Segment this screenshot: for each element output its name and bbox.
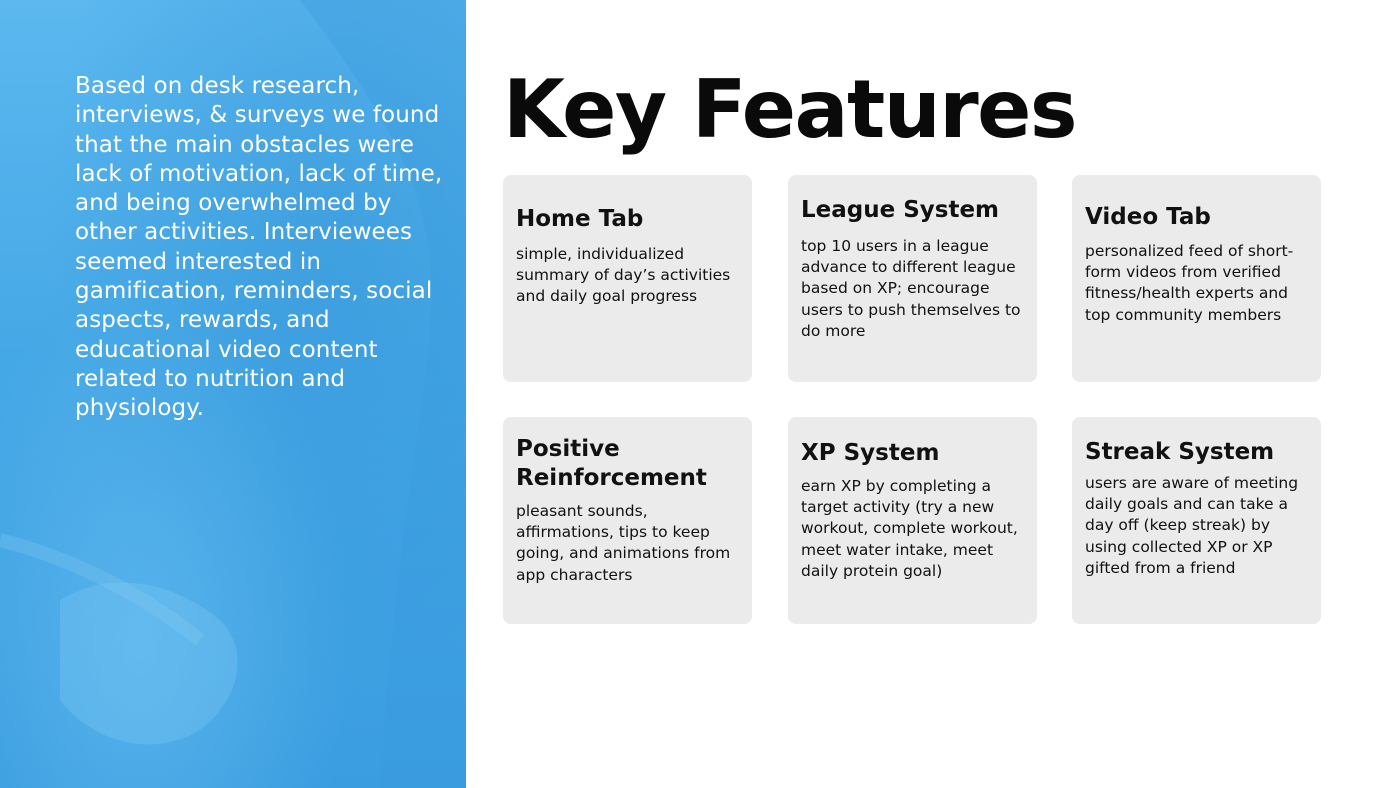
feature-card-positive-reinforcement [503,417,752,624]
feature-card-xp-system [788,417,1037,624]
feature-title: Video Tab [1085,204,1211,230]
feature-description: personalized feed of short-form videos from verified fitness/health experts and top community members [1085,242,1294,324]
feature-description: earn XP by completing a target activity (try a new workout, complete workout, meet water intake, meet daily protein goal) [801,477,1018,580]
feature-description: top 10 users in a league advance to different league based on XP; encourage users to push themselves to do more [801,237,1021,340]
feature-description: users are aware of meeting daily goals and can take a day off (keep streak) by using collected XP or XP gifted from a friend [1085,474,1299,577]
feature-card-streak-system [1072,417,1321,624]
feature-card-video-tab [1072,175,1321,382]
feature-title: Streak System [1085,439,1275,465]
feature-title: Home Tab [516,206,644,232]
feature-card-league-system [788,175,1037,382]
feature-title: Positive Reinforcement [516,436,707,491]
feature-title: League System [801,197,1000,223]
feature-description: pleasant sounds, affirmations, tips to keep going, and animations from app characters [516,502,731,584]
feature-title: XP System [801,440,940,466]
page-title: Key Features [503,63,1077,156]
feature-description: simple, individualized summary of day’s activities and daily goal progress [516,245,731,306]
left-photo-panel [0,0,466,788]
research-summary: Based on desk research, interviews, & surveys we found that the main obstacles were lack of motivation, lack of time, and being overwhelmed by other activities. Interviewees seemed interested in gamification, reminders, social aspects, rewards, and educational video content related to nutrition and physiology. [75,73,443,422]
feature-card-home-tab [503,175,752,382]
